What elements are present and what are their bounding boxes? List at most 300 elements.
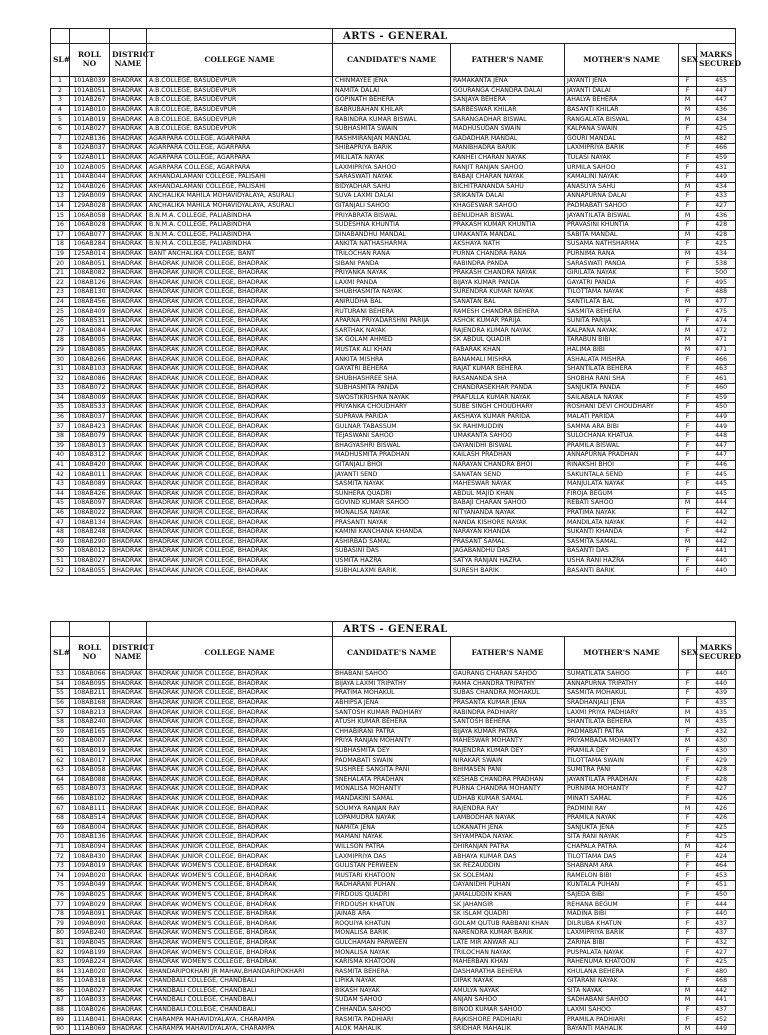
table-row bbox=[51, 403, 736, 413]
cell-candidate: SARTHAK NAYAK bbox=[333, 326, 451, 336]
cell-sl: 38 bbox=[51, 431, 70, 441]
cell-father: SUBE SINGH CHOUDHARY bbox=[451, 403, 565, 413]
cell-mother: AHALYA BEHERA bbox=[565, 96, 679, 106]
cell-roll-no: 108AB079 bbox=[70, 431, 110, 441]
cell-father: BINOD KUMAR SAHOO bbox=[451, 1005, 565, 1015]
cell-mother: MANDILATA NAYAK bbox=[565, 518, 679, 528]
cell-marks: 433 bbox=[697, 192, 736, 202]
table-row bbox=[51, 547, 736, 557]
cell-district: BHADRAK bbox=[110, 556, 147, 566]
cell-father: KANHEI CHARAN NAYAK bbox=[451, 153, 565, 163]
cell-district: BHADRAK bbox=[110, 909, 147, 919]
cell-sex: F bbox=[679, 460, 697, 470]
table-row bbox=[51, 727, 736, 737]
cell-sex: F bbox=[679, 890, 697, 900]
table-row bbox=[51, 689, 736, 699]
cell-district: BHADRAK bbox=[110, 422, 147, 432]
cell-marks: 449 bbox=[697, 172, 736, 182]
cell-father: RASANANDA SHA bbox=[451, 374, 565, 384]
cell-roll-no: 108AB055 bbox=[70, 566, 110, 576]
table-row bbox=[51, 326, 736, 336]
cell-sex: F bbox=[679, 909, 697, 919]
cell-sex: F bbox=[679, 833, 697, 843]
cell-candidate: BIKASH NAYAK bbox=[333, 986, 451, 996]
cell-mother: ANASUYA SAHU bbox=[565, 182, 679, 192]
cell-mother: JAYANTILATA BISWAL bbox=[565, 211, 679, 221]
cell-sl: 32 bbox=[51, 374, 70, 384]
table-row bbox=[51, 708, 736, 718]
cell-mother: SHANTILATA BEHERA bbox=[565, 717, 679, 727]
cell-district: BHADRAK bbox=[110, 249, 147, 259]
cell-district: BHADRAK bbox=[110, 163, 147, 173]
cell-sl: 46 bbox=[51, 508, 70, 518]
cell-roll-no: 108AB312 bbox=[70, 451, 110, 461]
cell-sl: 61 bbox=[51, 746, 70, 756]
cell-father: SK JAHANGIR bbox=[451, 900, 565, 910]
cell-marks: 466 bbox=[697, 144, 736, 154]
cell-roll-no: 108AB066 bbox=[70, 670, 110, 680]
cell-roll-no: 108AB097 bbox=[70, 499, 110, 509]
cell-sex: F bbox=[679, 431, 697, 441]
cell-roll-no: 110AB318 bbox=[70, 977, 110, 987]
cell-sl: 49 bbox=[51, 537, 70, 547]
cell-candidate: DINABANDHU MANDAL bbox=[333, 230, 451, 240]
cell-district: BHADRAK bbox=[110, 679, 147, 689]
cell-roll-no: 102AB037 bbox=[70, 144, 110, 154]
cell-district: BHADRAK bbox=[110, 842, 147, 852]
cell-sl: 4 bbox=[51, 105, 70, 115]
cell-college: BHADRAK JUNIOR COLLEGE, BHADRAK bbox=[147, 403, 333, 413]
cell-mother: MANJULATA NAYAK bbox=[565, 479, 679, 489]
cell-mother: SASMITA BEHERA bbox=[565, 307, 679, 317]
cell-college: BHADRAK WOMEN'S COLLEGE, BHADRAK bbox=[147, 861, 333, 871]
cell-father: SK REZAUDDIN bbox=[451, 861, 565, 871]
cell-father: NIRAKAR SWAIN bbox=[451, 756, 565, 766]
cell-mother: JAYANTI JENA bbox=[565, 77, 679, 87]
cell-marks: 428 bbox=[697, 765, 736, 775]
cell-candidate: USMITA HAZRA bbox=[333, 556, 451, 566]
cell-sl: 41 bbox=[51, 460, 70, 470]
cell-college: AGARPARA COLLEGE, AGARPARA bbox=[147, 134, 333, 144]
cell-roll-no: 108AB168 bbox=[70, 698, 110, 708]
cell-mother: KAMALINI NAYAK bbox=[565, 172, 679, 182]
cell-marks: 435 bbox=[697, 717, 736, 727]
cell-sl: 59 bbox=[51, 727, 70, 737]
cell-candidate: CHINMAYEE JENA bbox=[333, 77, 451, 87]
cell-district: BHADRAK bbox=[110, 172, 147, 182]
cell-candidate: BABRUBAHAN KHILAR bbox=[333, 105, 451, 115]
cell-college: BHADRAK JUNIOR COLLEGE, BHADRAK bbox=[147, 527, 333, 537]
cell-college: BHADRAK JUNIOR COLLEGE, BHADRAK bbox=[147, 746, 333, 756]
cell-candidate: APARNA PRIYADARSHNI PARIJA bbox=[333, 316, 451, 326]
cell-sl: 69 bbox=[51, 823, 70, 833]
cell-sex: F bbox=[679, 727, 697, 737]
table-row bbox=[51, 977, 736, 987]
cell-sl: 76 bbox=[51, 890, 70, 900]
cell-candidate: SNEHALATA PRADHAN bbox=[333, 775, 451, 785]
cell-mother: TULASI NAYAK bbox=[565, 153, 679, 163]
cell-roll-no: 101AB010 bbox=[70, 105, 110, 115]
table-row bbox=[51, 765, 736, 775]
table-row bbox=[51, 508, 736, 518]
col-roll: ROLL NO bbox=[70, 44, 110, 77]
cell-sl: 62 bbox=[51, 756, 70, 766]
cell-district: BHADRAK bbox=[110, 1015, 147, 1025]
cell-candidate: RABINDRA KUMAR BISWAL bbox=[333, 115, 451, 125]
cell-roll-no: 108AB103 bbox=[70, 364, 110, 374]
cell-father: RAJKISHORE PADHIARI bbox=[451, 1015, 565, 1025]
cell-district: BHADRAK bbox=[110, 134, 147, 144]
col-college: COLLEGE NAME bbox=[147, 44, 333, 77]
cell-father: RAJENDRA KUMAR DEY bbox=[451, 746, 565, 756]
table-row bbox=[51, 431, 736, 441]
cell-mother: GAYATRI PANDA bbox=[565, 278, 679, 288]
cell-roll-no: 109AB049 bbox=[70, 881, 110, 891]
cell-roll-no: 108AB409 bbox=[70, 307, 110, 317]
cell-marks: 430 bbox=[697, 737, 736, 747]
cell-mother: TILOTTAMA DAS bbox=[565, 852, 679, 862]
table-row bbox=[51, 479, 736, 489]
cell-mother: LAXMIPRIYA BARIK bbox=[565, 144, 679, 154]
cell-sl: 11 bbox=[51, 172, 70, 182]
cell-candidate: SIBANI PANDA bbox=[333, 259, 451, 269]
cell-mother: SAILABALA NAYAK bbox=[565, 393, 679, 403]
cell-candidate: SHUBHASMITA NAYAK bbox=[333, 288, 451, 298]
cell-mother: SITA NAYAK bbox=[565, 986, 679, 996]
cell-roll-no: 109AB029 bbox=[70, 900, 110, 910]
cell-marks: 449 bbox=[697, 412, 736, 422]
cell-candidate: JAINAB ARA bbox=[333, 909, 451, 919]
table-row bbox=[51, 967, 736, 977]
cell-mother: BAYANTI MAHALIK bbox=[565, 1024, 679, 1034]
results-sheet-2 bbox=[50, 621, 742, 1035]
cell-candidate: PRIYANKA CHOUDHARY bbox=[333, 403, 451, 413]
cell-mother: SUSAMA NATHSHARMA bbox=[565, 240, 679, 250]
cell-sex: M bbox=[679, 499, 697, 509]
cell-marks: 437 bbox=[697, 1005, 736, 1015]
cell-candidate: GOPINATH BEHERA bbox=[333, 96, 451, 106]
table-row bbox=[51, 470, 736, 480]
cell-roll-no: 129AB028 bbox=[70, 201, 110, 211]
cell-father: SARBESWAR KHILAR bbox=[451, 105, 565, 115]
cell-marks: 447 bbox=[697, 86, 736, 96]
cell-district: BHADRAK bbox=[110, 393, 147, 403]
cell-sex: F bbox=[679, 861, 697, 871]
cell-district: BHADRAK bbox=[110, 717, 147, 727]
cell-roll-no: 108AB007 bbox=[70, 737, 110, 747]
cell-mother: DILRUBA KHATUN bbox=[565, 919, 679, 929]
cell-father: RAJAT KUMAR BEHERA bbox=[451, 364, 565, 374]
table-row bbox=[51, 804, 736, 814]
cell-marks: 425 bbox=[697, 833, 736, 843]
cell-college: BHADRAK WOMEN'S COLLEGE, BHADRAK bbox=[147, 909, 333, 919]
cell-sex: F bbox=[679, 124, 697, 134]
table-row bbox=[51, 259, 736, 269]
cell-district: BHADRAK bbox=[110, 182, 147, 192]
cell-college: BHADRAK WOMEN'S COLLEGE, BHADRAK bbox=[147, 948, 333, 958]
cell-roll-no: 108AB533 bbox=[70, 403, 110, 413]
cell-marks: 440 bbox=[697, 566, 736, 576]
cell-sl: 81 bbox=[51, 938, 70, 948]
cell-sl: 75 bbox=[51, 881, 70, 891]
cell-sl: 42 bbox=[51, 470, 70, 480]
cell-marks: 441 bbox=[697, 547, 736, 557]
cell-sl: 54 bbox=[51, 679, 70, 689]
cell-father: SRIDHAR MAHALIK bbox=[451, 1024, 565, 1034]
cell-sl: 51 bbox=[51, 556, 70, 566]
cell-college: BHADRAK JUNIOR COLLEGE, BHADRAK bbox=[147, 717, 333, 727]
cell-roll-no: 108AB022 bbox=[70, 508, 110, 518]
cell-college: BHADRAK JUNIOR COLLEGE, BHADRAK bbox=[147, 852, 333, 862]
table-row bbox=[51, 556, 736, 566]
cell-candidate: JAYANTI SEND bbox=[333, 470, 451, 480]
cell-roll-no: 109AB240 bbox=[70, 929, 110, 939]
cell-candidate: WILLSON PATRA bbox=[333, 842, 451, 852]
cell-district: BHADRAK bbox=[110, 861, 147, 871]
cell-college: BHADRAK WOMEN'S COLLEGE, BHADRAK bbox=[147, 938, 333, 948]
cell-college: BHADRAK JUNIOR COLLEGE, BHADRAK bbox=[147, 823, 333, 833]
cell-candidate: RASHMIRANJAN MANDAL bbox=[333, 134, 451, 144]
cell-roll-no: 108AB037 bbox=[70, 412, 110, 422]
cell-sl: 35 bbox=[51, 403, 70, 413]
cell-roll-no: 106AB028 bbox=[70, 220, 110, 230]
cell-father: SK ABDUL QUADIR bbox=[451, 336, 565, 346]
cell-sex: M bbox=[679, 804, 697, 814]
table-row bbox=[51, 670, 736, 680]
cell-district: BHADRAK bbox=[110, 384, 147, 394]
cell-roll-no: 109AB091 bbox=[70, 909, 110, 919]
cell-sl: 2 bbox=[51, 86, 70, 96]
table-row bbox=[51, 96, 736, 106]
cell-college: BHADRAK WOMEN'S COLLEGE, BHADRAK bbox=[147, 919, 333, 929]
cell-candidate: RASMITA BEHERA bbox=[333, 967, 451, 977]
cell-father: BANAMALI MISHRA bbox=[451, 355, 565, 365]
cell-sex: F bbox=[679, 316, 697, 326]
cell-marks: 425 bbox=[697, 957, 736, 967]
table-body-2 bbox=[51, 670, 736, 1035]
col-marks: MARKS SECURED bbox=[697, 44, 736, 77]
cell-sl: 43 bbox=[51, 479, 70, 489]
table-row bbox=[51, 833, 736, 843]
cell-candidate: MONALISA BARIK bbox=[333, 929, 451, 939]
cell-marks: 455 bbox=[697, 77, 736, 87]
cell-district: BHADRAK bbox=[110, 479, 147, 489]
cell-father: FABARAK KHAN bbox=[451, 345, 565, 355]
cell-sl: 84 bbox=[51, 967, 70, 977]
cell-candidate: ANIRUDHA BAL bbox=[333, 297, 451, 307]
cell-district: BHADRAK bbox=[110, 364, 147, 374]
cell-sl: 13 bbox=[51, 192, 70, 202]
table-row bbox=[51, 537, 736, 547]
cell-marks: 460 bbox=[697, 384, 736, 394]
table-row bbox=[51, 881, 736, 891]
cell-marks: 434 bbox=[697, 115, 736, 125]
cell-roll-no: 108AB084 bbox=[70, 326, 110, 336]
cell-roll-no: 108AB027 bbox=[70, 556, 110, 566]
cell-sex: F bbox=[679, 756, 697, 766]
cell-district: BHADRAK bbox=[110, 96, 147, 106]
cell-candidate: TEJASWANI SAHOO bbox=[333, 431, 451, 441]
table-row bbox=[51, 105, 736, 115]
cell-marks: 430 bbox=[697, 746, 736, 756]
cell-marks: 538 bbox=[697, 259, 736, 269]
table-row bbox=[51, 986, 736, 996]
cell-sl: 66 bbox=[51, 794, 70, 804]
cell-marks: 459 bbox=[697, 153, 736, 163]
cell-father: BABAJI CHARAN SAHOO bbox=[451, 499, 565, 509]
cell-father: RANJIT RANJAN SAHOO bbox=[451, 163, 565, 173]
cell-candidate: MUSTAK ALI KHAN bbox=[333, 345, 451, 355]
cell-candidate: SOUMYA RANJAN RAY bbox=[333, 804, 451, 814]
cell-college: CHARAMPA MAHAVIDYALAYA, CHARAMPA bbox=[147, 1024, 333, 1034]
cell-candidate: ANKITA NATHASHARMA bbox=[333, 240, 451, 250]
cell-district: BHADRAK bbox=[110, 86, 147, 96]
cell-mother: FIROJA BEGUM bbox=[565, 489, 679, 499]
cell-candidate: ATUSH KUMAR BEHERA bbox=[333, 717, 451, 727]
table-row bbox=[51, 355, 736, 365]
cell-college: CHARAMPA MAHAVIDYALAYA, CHARAMPA bbox=[147, 1015, 333, 1025]
cell-sex: F bbox=[679, 172, 697, 182]
cell-sex: F bbox=[679, 288, 697, 298]
results-sheet-1 bbox=[50, 28, 742, 576]
cell-college: BHADRAK JUNIOR COLLEGE, BHADRAK bbox=[147, 489, 333, 499]
cell-mother: PRAMILA PADHIARI bbox=[565, 1015, 679, 1025]
cell-district: BHADRAK bbox=[110, 727, 147, 737]
cell-college: BHADRAK JUNIOR COLLEGE, BHADRAK bbox=[147, 508, 333, 518]
cell-sl: 29 bbox=[51, 345, 70, 355]
cell-mother: SAJEDA BIBI bbox=[565, 890, 679, 900]
cell-district: BHADRAK bbox=[110, 451, 147, 461]
cell-father: RABINDRA PANDA bbox=[451, 259, 565, 269]
table-row bbox=[51, 307, 736, 317]
cell-sl: 6 bbox=[51, 124, 70, 134]
cell-roll-no: 108AB012 bbox=[70, 547, 110, 557]
table-title: ARTS - GENERAL bbox=[333, 29, 736, 44]
cell-sex: F bbox=[679, 556, 697, 566]
cell-father: BHIMASEN PANI bbox=[451, 765, 565, 775]
table-row bbox=[51, 288, 736, 298]
cell-candidate: BIDYADHAR SAHU bbox=[333, 182, 451, 192]
cell-marks: 447 bbox=[697, 96, 736, 106]
table-row bbox=[51, 201, 736, 211]
cell-sex: F bbox=[679, 153, 697, 163]
cell-sl: 22 bbox=[51, 278, 70, 288]
table-row bbox=[51, 909, 736, 919]
cell-college: BHADRAK JUNIOR COLLEGE, BHADRAK bbox=[147, 842, 333, 852]
cell-district: BHADRAK bbox=[110, 288, 147, 298]
cell-candidate: PRIYA RANJAN MOHANTY bbox=[333, 737, 451, 747]
cell-marks: 444 bbox=[697, 499, 736, 509]
cell-marks: 445 bbox=[697, 489, 736, 499]
cell-college: BHADRAK JUNIOR COLLEGE, BHADRAK bbox=[147, 547, 333, 557]
cell-sl: 3 bbox=[51, 96, 70, 106]
cell-district: BHADRAK bbox=[110, 833, 147, 843]
cell-mother: PURNIMA RANA bbox=[565, 249, 679, 259]
cell-sex: M bbox=[679, 708, 697, 718]
cell-father: PRAKASH KUMAR KHUNTIA bbox=[451, 220, 565, 230]
cell-candidate: SUBHASMITA DEY bbox=[333, 746, 451, 756]
cell-marks: 471 bbox=[697, 345, 736, 355]
cell-roll-no: 102AB136 bbox=[70, 134, 110, 144]
cell-district: BHADRAK bbox=[110, 813, 147, 823]
table-row bbox=[51, 775, 736, 785]
cell-sex: F bbox=[679, 977, 697, 987]
cell-roll-no: 109AB025 bbox=[70, 890, 110, 900]
cell-father: NARAYAN CHANDRA BHOI bbox=[451, 460, 565, 470]
cell-father: RABINDRA PADHIARY bbox=[451, 708, 565, 718]
cell-sl: 28 bbox=[51, 336, 70, 346]
cell-district: BHADRAK bbox=[110, 996, 147, 1006]
cell-roll-no: 106AB077 bbox=[70, 230, 110, 240]
cell-sl: 55 bbox=[51, 689, 70, 699]
cell-sl: 85 bbox=[51, 977, 70, 987]
cell-father: RAMA CHANDRA TRIPATHY bbox=[451, 679, 565, 689]
col-district: DISTRICT NAME bbox=[110, 44, 147, 77]
cell-college: BHADRAK JUNIOR COLLEGE, BHADRAK bbox=[147, 804, 333, 814]
cell-father: ASHOK KUMAR PARIJA bbox=[451, 316, 565, 326]
table-row bbox=[51, 441, 736, 451]
cell-roll-no: 108AB051 bbox=[70, 259, 110, 269]
cell-district: BHADRAK bbox=[110, 278, 147, 288]
cell-father: SK RAHIMUDDIN bbox=[451, 422, 565, 432]
table-row bbox=[51, 527, 736, 537]
cell-mother: PURNIMA MOHANTY bbox=[565, 785, 679, 795]
cell-roll-no: 106AB058 bbox=[70, 211, 110, 221]
cell-college: BHADRAK JUNIOR COLLEGE, BHADRAK bbox=[147, 278, 333, 288]
cell-sex: F bbox=[679, 384, 697, 394]
cell-sl: 7 bbox=[51, 134, 70, 144]
cell-roll-no: 101AB039 bbox=[70, 77, 110, 87]
cell-sex: M bbox=[679, 336, 697, 346]
cell-college: B.N.M.A. COLLEGE, PALIABINDHA bbox=[147, 240, 333, 250]
results-table-1 bbox=[50, 28, 742, 576]
cell-mother: ASHALATA MISHRA bbox=[565, 355, 679, 365]
cell-mother: SHOBHA RANI SHA bbox=[565, 374, 679, 384]
table-row bbox=[51, 412, 736, 422]
cell-sex: F bbox=[679, 364, 697, 374]
cell-college: BHADRAK JUNIOR COLLEGE, BHADRAK bbox=[147, 288, 333, 298]
cell-sex: F bbox=[679, 307, 697, 317]
cell-college: BHADRAK JUNIOR COLLEGE, BHADRAK bbox=[147, 326, 333, 336]
cell-sl: 10 bbox=[51, 163, 70, 173]
cell-sex: F bbox=[679, 679, 697, 689]
cell-roll-no: 108AB013 bbox=[70, 441, 110, 451]
cell-marks: 464 bbox=[697, 861, 736, 871]
cell-sex: F bbox=[679, 689, 697, 699]
cell-candidate: GITANJALI SAHOO bbox=[333, 201, 451, 211]
cell-marks: 436 bbox=[697, 211, 736, 221]
cell-marks: 426 bbox=[697, 794, 736, 804]
cell-district: BHADRAK bbox=[110, 220, 147, 230]
cell-mother: KHULANA BEHERA bbox=[565, 967, 679, 977]
cell-district: BHADRAK bbox=[110, 355, 147, 365]
cell-father: PRAKASH CHANDRA NAYAK bbox=[451, 268, 565, 278]
cell-candidate: ALOK MAHALIK bbox=[333, 1024, 451, 1034]
cell-roll-no: 106AB284 bbox=[70, 240, 110, 250]
table-row bbox=[51, 746, 736, 756]
cell-father: GAURANG CHARAN SAHOO bbox=[451, 670, 565, 680]
cell-sl: 77 bbox=[51, 900, 70, 910]
cell-sl: 58 bbox=[51, 717, 70, 727]
cell-district: BHADRAK bbox=[110, 527, 147, 537]
cell-mother: TARABUN BIBI bbox=[565, 336, 679, 346]
table-row bbox=[51, 77, 736, 87]
cell-mother: SHANTILATA BEHERA bbox=[565, 364, 679, 374]
cell-candidate: LAXMIPRIYA SAHOO bbox=[333, 163, 451, 173]
cell-college: BHADRAK JUNIOR COLLEGE, BHADRAK bbox=[147, 460, 333, 470]
cell-father: PURNA CHANDRA MOHANTY bbox=[451, 785, 565, 795]
cell-sex: F bbox=[679, 163, 697, 173]
